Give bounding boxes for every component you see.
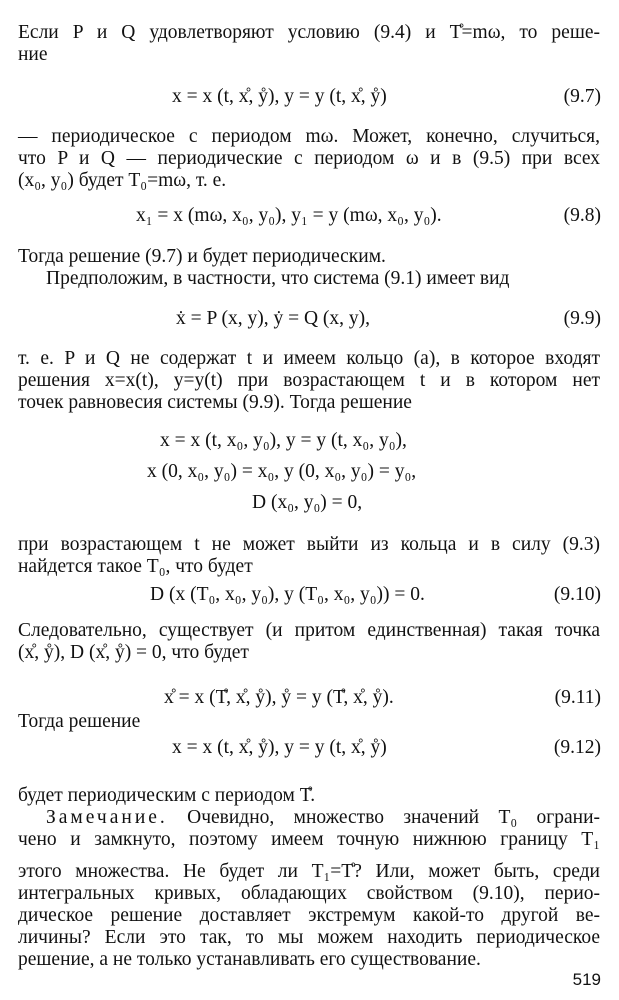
text-line: интегральных кривых, обладающих свойством (9.10), перио-: [18, 883, 600, 904]
paragraph-then: [18, 246, 600, 268]
equation-number: (9.10): [553, 584, 601, 605]
text-line: Тогда решение: [18, 711, 141, 732]
text-line: точек равновесия системы (9.9). Тогда решение: [18, 392, 412, 413]
text-line: найдется такое T₀, что будет: [18, 556, 253, 577]
equation-formula: x₁ = x (mω, x₀, y₀), y₁ = y (mω, x₀, y₀).: [136, 205, 442, 226]
text-line: Предположим, в частности, что система (9.1) имеет вид: [46, 268, 510, 289]
equation-9-11: [0, 683, 619, 713]
equation-formula: ẋ = P (x, y), ẏ = Q (x, y),: [176, 308, 371, 329]
remark-text: Очевидно, множество значений T₀ ограни-: [187, 807, 601, 828]
text-line: — периодическое с периодом mω. Может, конечно, случиться,: [18, 126, 600, 147]
text-line: что P и Q — периодические с периодом ω и в (9.5) при всех: [18, 148, 600, 169]
text-line: при возрастающем t не может выйти из кольца и в силу (9.3): [18, 534, 600, 555]
text-line: (x₀, y₀) будет T₀=mω, т. е.: [18, 170, 227, 191]
equation-formula: x = x (t, x̊, ẙ), y = y (t, x̊, ẙ): [172, 86, 387, 107]
system-line-1: [0, 426, 619, 456]
paragraph-suppose: [18, 268, 600, 290]
text-line: будет периодическим с периодом T̊.: [18, 785, 316, 806]
text-line: т. е. P и Q не содержат t и имеем кольцо (a), в которое входят: [18, 348, 600, 369]
paragraph-consequently: [18, 620, 600, 664]
equation-9-12: [0, 733, 619, 763]
paragraph-cannot-exit: [18, 534, 600, 578]
equation-number: (9.11): [554, 687, 601, 708]
paragraph-ring: [18, 348, 600, 414]
equation-9-8: [0, 201, 619, 231]
system-line-2: [0, 457, 619, 487]
text-line: Тогда решение (9.7) и будет периодическим.: [18, 246, 386, 267]
text-line: (x̊, ẙ), D (x̊, ẙ) = 0, что будет: [18, 642, 249, 663]
page-number: 519: [572, 970, 601, 989]
equation-formula: x̊ = x (T̊, x̊, ẙ), ẙ = y (T̊, x̊, ẙ).: [164, 687, 394, 708]
equation-number: (9.12): [553, 737, 601, 758]
equation-9-9: [0, 304, 619, 334]
text-line: чено и замкнуто, поэтому имеем точную нижнюю границу T₁: [18, 829, 600, 850]
equation-formula: x (0, x₀, y₀) = x₀, y (0, x₀, y₀) = y₀,: [147, 461, 417, 482]
text-line: решения x=x(t), y=y(t) при возрастающем t и в котором нет: [18, 370, 600, 391]
text-line: личины? Если это так, то мы можем находить периодическое: [18, 927, 600, 948]
text-line: [18, 807, 600, 829]
paragraph-remark: [18, 807, 600, 971]
paragraph-periodic-result: [18, 785, 600, 807]
system-line-3: [0, 488, 619, 518]
paragraph-then-solution: [18, 711, 600, 733]
text-line: Следовательно, существует (и притом единственная) такая точка: [18, 620, 600, 641]
equation-formula: D (x₀, y₀) = 0,: [252, 492, 363, 513]
equation-formula: x = x (t, x₀, y₀), y = y (t, x₀, y₀),: [160, 430, 407, 451]
equation-9-10: [0, 580, 619, 610]
equation-formula: x = x (t, x̊, ẙ), y = y (t, x̊, ẙ): [172, 737, 387, 758]
equation-9-7: [0, 82, 619, 112]
paragraph-intro: [18, 22, 600, 66]
text-line: ние: [18, 44, 48, 65]
paragraph-periodic: [18, 126, 600, 192]
text-line: этого множества. Не будет ли T₁=T̊? Или, может быть, среди: [18, 861, 600, 882]
text-line: Если P и Q удовлетворяют условию (9.4) и T̊=mω, то реше-: [18, 22, 600, 43]
equation-formula: D (x (T₀, x₀, y₀), y (T₀, x₀, y₀)) = 0.: [150, 584, 425, 605]
equation-number: (9.9): [563, 308, 601, 329]
text-line: дическое решение доставляет экстремум какой-то другой ве-: [18, 905, 600, 926]
equation-number: (9.7): [563, 86, 601, 107]
text-line: решение, а не только устанавливать его существование.: [18, 949, 481, 970]
remark-label: Замечание.: [46, 807, 168, 828]
equation-number: (9.8): [563, 205, 601, 226]
